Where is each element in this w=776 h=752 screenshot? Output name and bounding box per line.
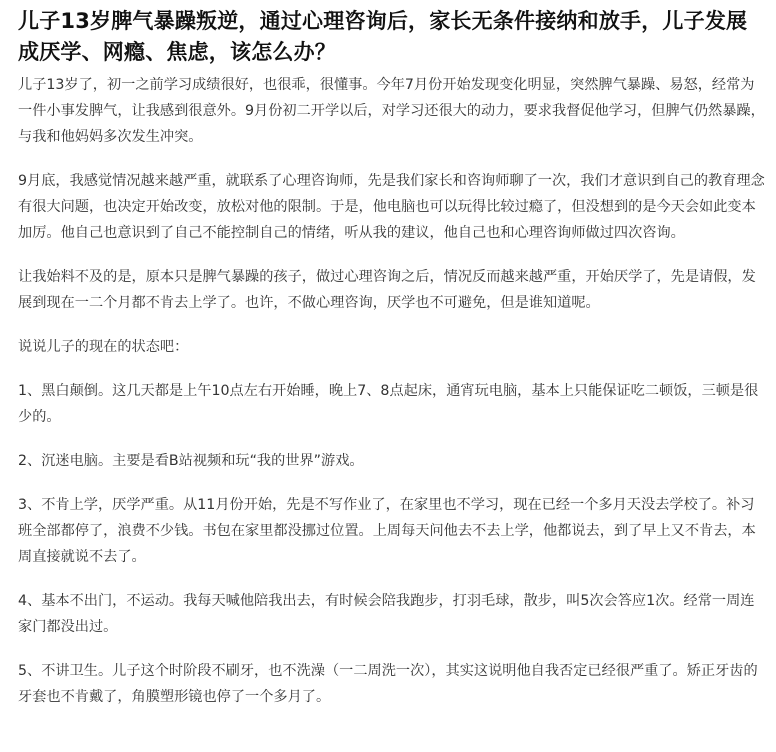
article-paragraph: 4、基本不出门，不运动。我每天喊他陪我出去，有时候会陪我跑步，打羽毛球，散步，叫5次会答应1次。经常一周连家门都没出过。 [18,593,755,635]
article-title: 儿子13岁脾气暴躁叛逆，通过心理咨询后，家长无条件接纳和放手，儿子发展成厌学、网瘾、焦虑，该怎么办？ [18,9,748,64]
article-paragraph: 9月底，我感觉情况越来越严重，就联系了心理咨询师，先是我们家长和咨询师聊了一次，我们才意识到自己的教育理念有很大问题，也决定开始改变，放松对他的限制。于是，他电脑也可以玩得比较过瘾了，但没想到的是今天会如此变本加厉。他自己也意识到了自己不能控制自己的情绪，听从我的建议，他自己也和心理咨询师做过四次咨询。 [18,173,765,241]
article-paragraph: 儿子13岁了，初一之前学习成绩很好，也很乖，很懂事。今年7月份开始发现变化明显，突然脾气暴躁、易怒，经常为一件小事发脾气，让我感到很意外。9月份初二开学以后，对学习还很大的动力，要求我督促他学习，但脾气仍然暴躁，与我和他妈妈多次发生冲突。 [18,77,765,145]
article-paragraph: 1、黑白颠倒。这几天都是上午10点左右开始睡，晚上7、8点起床，通宵玩电脑，基本上只能保证吃二顿饭，三顿是很少的。 [18,383,759,425]
article-paragraph: 2、沉迷电脑。主要是看B站视频和玩“我的世界”游戏。 [18,453,364,469]
article-paragraph: 让我始料不及的是，原本只是脾气暴躁的孩子，做过心理咨询之后，情况反而越来越严重，开始厌学了，先是请假，发展到现在一二个月都不肯去上学了。也许，不做心理咨询，厌学也不可避免，但是谁知道呢。 [18,269,756,311]
article-paragraph: 3、不肯上学，厌学严重。从11月份开始，先是不写作业了，在家里也不学习，现在已经一个多月天没去学校了。补习班全部都停了，浪费不少钱。书包在家里都没挪过位置。上周每天问他去不去上学，他都说去，到了早上又不肯去，本周直接就说不去了。 [18,497,756,565]
article-paragraph: 5、不讲卫生。儿子这个时阶段不刷牙，也不洗澡（一二周洗一次），其实这说明他自我否定已经很严重了。矫正牙齿的牙套也不肯戴了，角膜塑形镜也停了一个多月了。 [18,663,758,705]
article-paragraph: 说说儿子的现在的状态吧： [18,339,189,355]
